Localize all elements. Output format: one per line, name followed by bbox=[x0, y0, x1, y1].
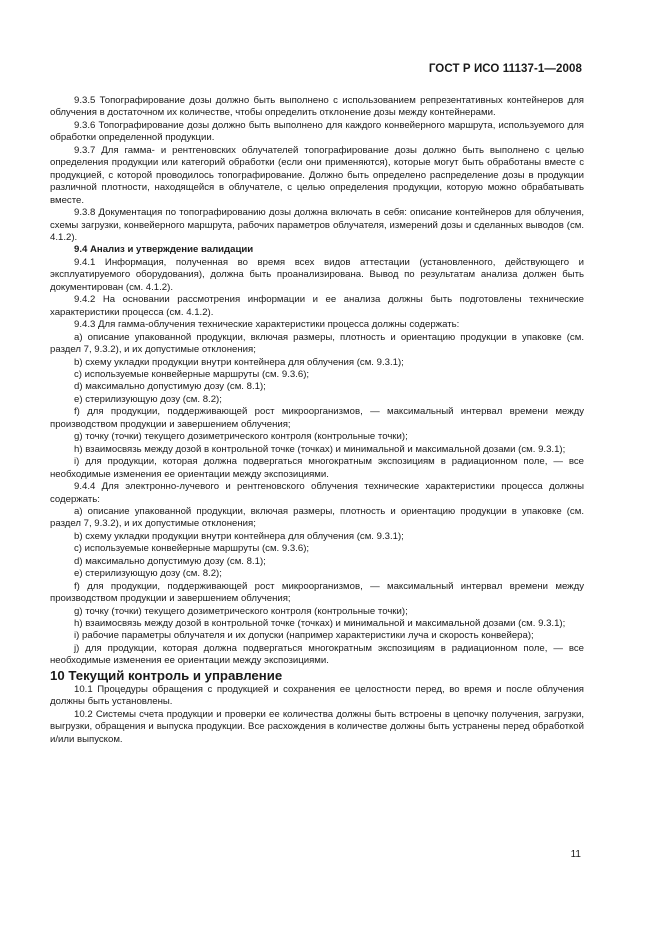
list-item: b) схему укладки продукции внутри контейнера для облучения (см. 9.3.1); bbox=[74, 356, 404, 368]
clause-9-3-5: 9.3.5 Топографирование дозы должно быть выполнено с использованием репрезентативных контейнеров для облучения в достаточном их количестве, чтобы определить отклонение дозы между контейнерами. bbox=[50, 95, 584, 119]
page-number: 11 bbox=[570, 849, 581, 860]
list-item: d) максимально допустимую дозу (см. 8.1); bbox=[74, 381, 266, 393]
list-item: g) точку (точки) текущего дозиметрического контроля (контрольные точки); bbox=[74, 605, 408, 617]
list-item: c) используемые конвейерные маршруты (см. 9.3.6); bbox=[74, 543, 310, 555]
list-item: h) взаимосвязь между дозой в контрольной точке (точках) и минимальной и максимальной дозами (см. 9.3.1); bbox=[74, 618, 566, 630]
list-item: f) для продукции, поддерживающей рост микроорганизмов, — максимальный интервал времени между производством продукции и завершением облучения; bbox=[50, 406, 584, 430]
clause-9-3-7: 9.3.7 Для гамма- и рентгеновских облучателей топографирование дозы должно быть выполнено с целью определения продукции или категорий обработки (если они применяются), которые могут быть обработаны вместе с продукцией, с которой проводилось топографирование. Должно быть определено распределение дозы в продукции различной плотности, находящейся в облучателе, с целью определения продукции, которую можно обрабатывать вместе. bbox=[50, 144, 584, 206]
subsection-heading-9-4: 9.4 Анализ и утверждение валидации bbox=[74, 244, 254, 256]
list-item: e) стерилизующую дозу (см. 8.2); bbox=[74, 393, 222, 405]
document-id-header: ГОСТ Р ИСО 11137-1—2008 bbox=[428, 63, 582, 75]
clause-9-4-1: 9.4.1 Информация, полученная во время всех видов аттестации (установленного, действующего и эксплуатируемого оборудования), должна быть проанализирована. Вывод по результатам анализа должен быть документирован (см. 4.1.2). bbox=[50, 256, 584, 293]
list-item: i) для продукции, которая должна подвергаться многократным экспозициям в радиационном поле, — все необходимые изменения ее ориентации между экспозициями. bbox=[50, 456, 584, 480]
list-item: h) взаимосвязь между дозой в контрольной точке (точках) и минимальной и максимальной дозами (см. 9.3.1); bbox=[74, 443, 566, 455]
list-item: g) точку (точки) текущего дозиметрического контроля (контрольные точки); bbox=[74, 431, 408, 443]
list-item: e) стерилизующую дозу (см. 8.2); bbox=[74, 568, 222, 580]
section-heading-10: 10 Текущий контроль и управление bbox=[50, 667, 283, 683]
clause-9-4-4: 9.4.4 Для электронно-лучевого и рентгеновского облучения технические характеристики процесса должны содержать: bbox=[50, 481, 584, 505]
clause-9-3-8: 9.3.8 Документация по топографированию дозы должна включать в себя: описание контейнеров для облучения, схемы загрузки, конвейерного маршрута, рабочих параметров облучателя, измерений дозы и сделанных выводов (см. 4.1.2). bbox=[50, 207, 584, 243]
clause-9-3-6: 9.3.6 Топографирование дозы должно быть выполнено для каждого конвейерного маршрута, используемого для обработки определенной продукции. bbox=[50, 119, 584, 144]
list-item: a) описание упакованной продукции, включая размеры, плотность и ориентацию продукции в упаковке (см. раздел 7, 9.3.2), и их допустимые отклонения; bbox=[50, 331, 584, 356]
list-item: j) для продукции, которая должна подвергаться многократным экспозициям в радиационном поле, — все необходимые изменения ее ориентации между экспозициями. bbox=[50, 642, 584, 667]
clause-10-1: 10.1 Процедуры обращения с продукцией и сохранения ее целостности перед, во время и после облучения должны быть установлены. bbox=[50, 683, 584, 708]
list-item: i) рабочие параметры облучателя и их допуски (например характеристики луча и скорость конвейера); bbox=[74, 630, 534, 642]
list-item: b) схему укладки продукции внутри контейнера для облучения (см. 9.3.1); bbox=[74, 530, 404, 542]
clause-10-2: 10.2 Системы счета продукции и проверки ее количества должны быть встроены в цепочку получения, загрузки, выгрузки, обращения и выпуска продукции. Все расхождения в количестве должны быть устранены перед обработкой и/или выпуском. bbox=[50, 708, 584, 745]
clause-9-4-2: 9.4.2 На основании рассмотрения информации и ее анализа должны быть подготовлены технические характеристики процесса (см. 4.1.2). bbox=[50, 294, 584, 318]
list-item: f) для продукции, поддерживающей рост микроорганизмов, — максимальный интервал времени между производством продукции и завершением облучения; bbox=[50, 580, 584, 605]
list-item: c) используемые конвейерные маршруты (см. 9.3.6); bbox=[74, 368, 310, 380]
document-body bbox=[50, 95, 584, 746]
list-item: d) максимально допустимую дозу (см. 8.1); bbox=[74, 555, 266, 567]
list-item: a) описание упакованной продукции, включая размеры, плотность и ориентацию продукции в упаковке (см. раздел 7, 9.3.2), и их допустимые отклонения; bbox=[50, 505, 584, 530]
clause-9-4-3: 9.4.3 Для гамма-облучения технические характеристики процесса должны содержать: bbox=[74, 319, 460, 331]
